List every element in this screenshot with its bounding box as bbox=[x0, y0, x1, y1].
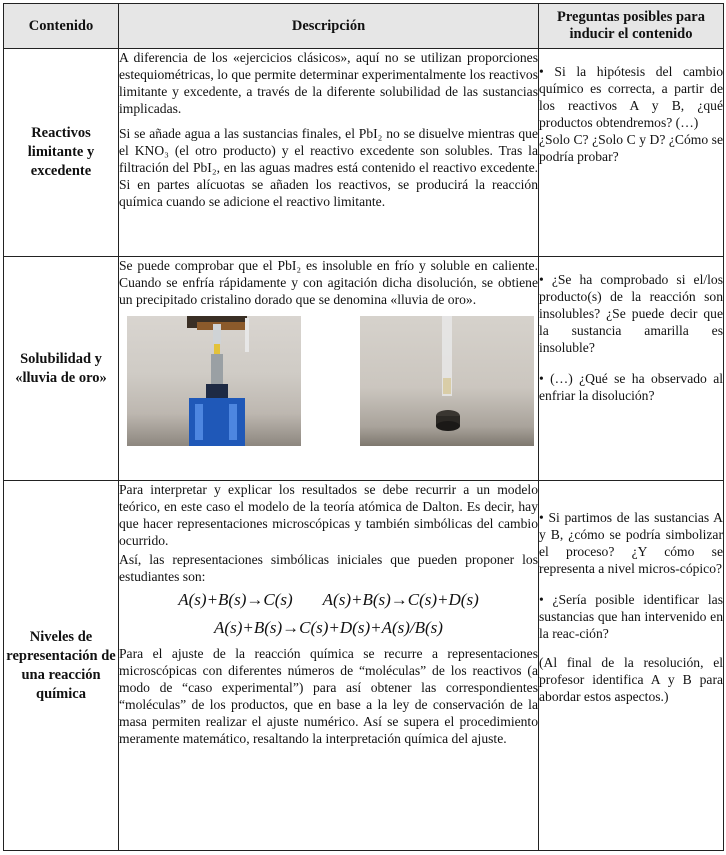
desc-paragraph: Para interpretar y explicar los resultados se debe recurrir a un modelo teórico, en este caso el modelo de la teoría atómica de Dalton. Es decir, hay que hacer representaciones microscópicas y también simbólicas del cambio ocurrido. bbox=[119, 482, 538, 548]
row-questions-niveles bbox=[539, 481, 724, 851]
row-label-niveles: Niveles de representación de una reacción química bbox=[4, 481, 119, 851]
row-reactivos bbox=[4, 49, 724, 257]
equation-row-1 bbox=[119, 589, 538, 611]
header-row bbox=[4, 4, 724, 49]
desc-paragraph: Se puede comprobar que el PbI₂ es insoluble en frío y soluble en caliente. Cuando se enfría rápidamente y con agitación dicha disolución, se obtiene un precipitado cristalino dorado que se denomina «lluvia de oro». bbox=[119, 258, 538, 307]
row-label-reactivos: Reactivos limitante y excedente bbox=[4, 49, 119, 257]
question-item: • ¿Se ha comprobado si el/los producto(s) de la reacción son insolubles? ¿Se puede decir que la sustancia amarilla es insoluble? bbox=[539, 272, 723, 355]
question-item: • (…) ¿Qué se ha observado al enfriar la disolución? bbox=[539, 371, 723, 403]
row-desc-solubilidad bbox=[119, 257, 539, 481]
equation-row-2 bbox=[119, 617, 538, 639]
photo-strip bbox=[119, 314, 538, 446]
photo-cooling-test-tube bbox=[360, 316, 534, 446]
question-item: (Al final de la resolución, el profesor identifica A y B para abordar estos aspectos.) bbox=[539, 655, 723, 704]
row-label-solubilidad: Solubilidad y «lluvia de oro» bbox=[4, 257, 119, 481]
content-table bbox=[3, 3, 724, 851]
row-desc-niveles bbox=[119, 481, 539, 851]
header-descripcion: Descripción bbox=[119, 4, 539, 49]
desc-paragraph: A diferencia de los «ejercicios clásicos», aquí no se utilizan proporciones estequiométricas, lo que permite determinar experimentalmente los reactivos limitante y excedente, a través de la diferente solubilidad de las sustancias implicadas. bbox=[119, 50, 538, 116]
photo-heating-test-tube bbox=[127, 316, 301, 446]
equation-3: A(s)+B(s)→C(s)+D(s)+A(s)/B(s) bbox=[214, 618, 443, 637]
question-item: ¿Solo C? ¿Solo C y D? ¿Cómo se podría probar? bbox=[539, 132, 723, 164]
question-item: • ¿Sería posible identificar las sustancias que han intervenido en la reac-ción? bbox=[539, 592, 723, 641]
row-solubilidad bbox=[4, 257, 724, 481]
row-desc-reactivos bbox=[119, 49, 539, 257]
equation-2: A(s)+B(s)→C(s)+D(s) bbox=[322, 590, 479, 609]
desc-paragraph: Para el ajuste de la reacción química se recurre a representaciones microscópicas con diferentes números de “moléculas” de los reactivos (a modo de “caso experimental”) para así obtener las correspondientes “moléculas” de los productos, que en base a la ley de conservación de la masa permiten realizar el ajuste numérico. Así se supera el procedimiento meramente matemático, resaltando la interpretación química del ajuste. bbox=[119, 646, 538, 746]
header-preguntas: Preguntas posibles para inducir el contenido bbox=[539, 4, 724, 49]
header-contenido: Contenido bbox=[4, 4, 119, 49]
row-questions-reactivos bbox=[539, 49, 724, 257]
equation-1: A(s)+B(s)→C(s) bbox=[178, 590, 293, 609]
desc-paragraph: Así, las representaciones simbólicas iniciales que pueden proponer los estudiantes son: bbox=[119, 552, 538, 584]
row-niveles bbox=[4, 481, 724, 851]
row-questions-solubilidad bbox=[539, 257, 724, 481]
question-item: • Si partimos de las sustancias A y B, ¿cómo se podría simbolizar el proceso? ¿Y cómo se representa a nivel micros-cópico? bbox=[539, 510, 723, 576]
question-item: • Si la hipótesis del cambio químico es correcta, a partir de los reactivos A y B, ¿qué productos obtendremos? (…) bbox=[539, 64, 723, 130]
desc-paragraph: Si se añade agua a las sustancias finales, el PbI₂ no se disuelve mientras que el KNO₃ (el otro producto) y el reactivo excedente son solubles. Tras la filtración del PbI₂, en las aguas madres está contenido el reactivo excedente. Si en partes alícuotas se añaden los reactivos, se producirá la reacción química cuando se adicione el reactivo limitante. bbox=[119, 126, 538, 209]
